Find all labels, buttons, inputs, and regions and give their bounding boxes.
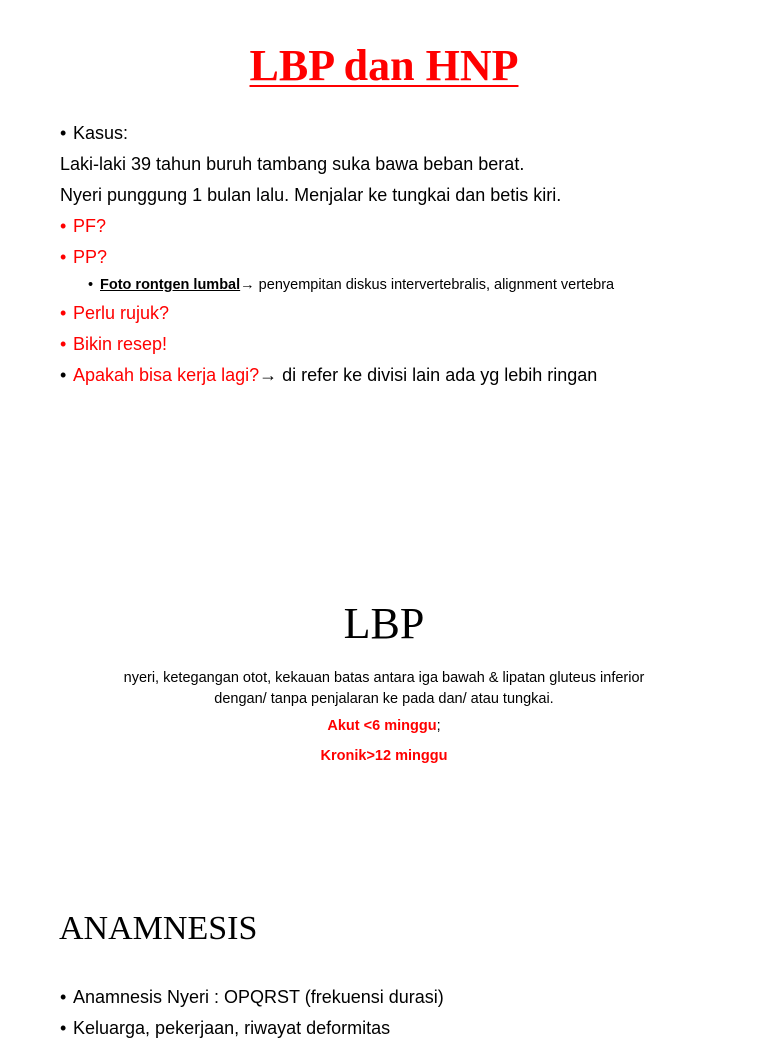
bullet-anamnesis-nyeri: • Anamnesis Nyeri : OPQRST (frekuensi durasi) xyxy=(60,982,760,1013)
kronik-text: Kronik>12 minggu xyxy=(320,748,448,764)
arrow-icon: → xyxy=(259,365,278,385)
kerja-question: Apakah bisa kerja lagi? xyxy=(73,365,260,385)
slide-title: LBP dan HNP xyxy=(249,41,519,90)
bullet-keluarga: • Keluarga, pekerjaan, riwayat deformitas xyxy=(60,1013,760,1044)
slide-title: LBP xyxy=(343,599,425,648)
case-line-1: Laki-laki 39 tahun buruh tambang suka bawa beban berat. xyxy=(60,154,525,174)
bullet-bikin-resep: • Bikin resep! xyxy=(60,329,760,360)
lbp-definition xyxy=(40,668,728,710)
slide-body xyxy=(60,982,760,1044)
bullet-kasus: • Kasus: xyxy=(60,118,760,149)
bullet-pf: • PF? xyxy=(60,211,760,242)
bullet-pp: • PP? xyxy=(60,242,760,273)
sub-bullet-foto-rontgen xyxy=(60,273,760,298)
definition-line-2: dengan/ tanpa penjalaran ke pada dan/ atau tungkai. xyxy=(214,691,554,707)
foto-rontgen-label: Foto rontgen lumbal xyxy=(100,277,241,293)
bullet-perlu-rujuk: • Perlu rujuk? xyxy=(60,298,760,329)
slide-lbp xyxy=(0,576,768,876)
slide-anamnesis xyxy=(0,880,768,1038)
definition-line-1: nyeri, ketegangan otot, kekauan batas antara iga bawah & lipatan gluteus inferior xyxy=(123,670,645,686)
arrow-icon: → xyxy=(240,277,255,293)
akut-text: Akut <6 minggu xyxy=(327,718,437,734)
bullet-kerja-lagi xyxy=(60,360,760,391)
case-line-2: Nyeri punggung 1 bulan lalu. Menjalar ke tungkai dan betis kiri. xyxy=(60,185,562,205)
semicolon: ; xyxy=(436,718,441,734)
kerja-answer: di refer ke divisi lain ada yg lebih ringan xyxy=(277,365,598,385)
foto-rontgen-text: penyempitan diskus intervertebralis, alignment vertebra xyxy=(254,277,615,293)
akut-line xyxy=(0,718,768,734)
slide-body xyxy=(60,118,760,391)
slide-title: ANAMNESIS xyxy=(59,910,258,947)
